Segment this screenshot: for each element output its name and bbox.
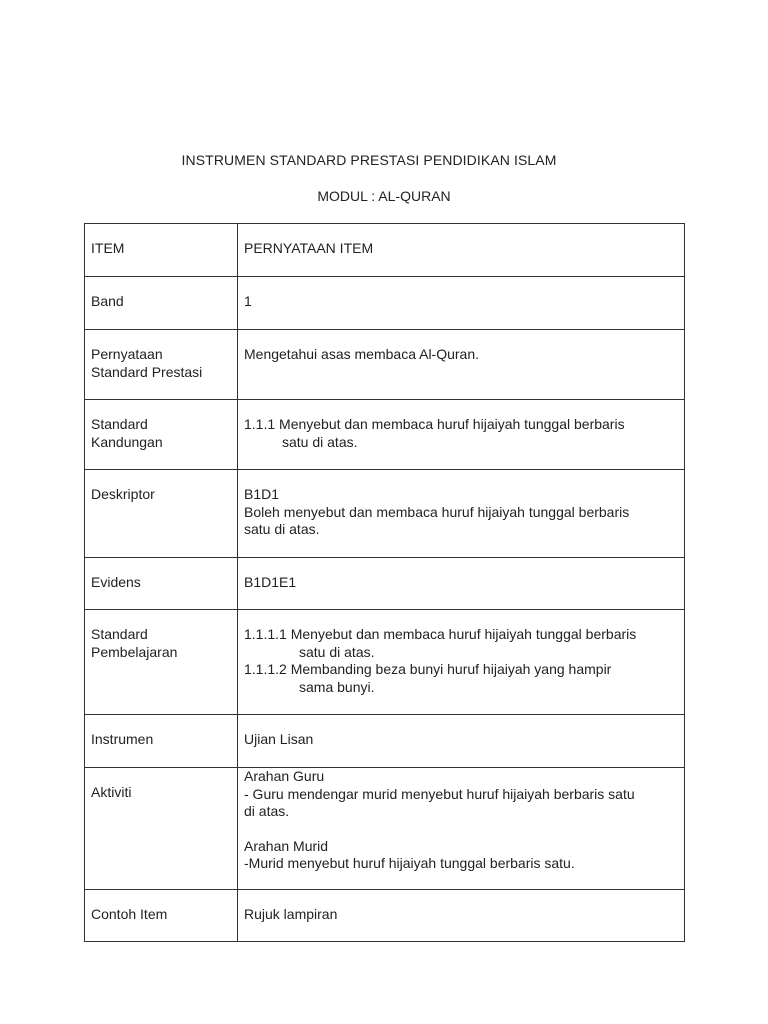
value-standard-kandungan: [238, 400, 685, 470]
text-line: B1D1: [244, 486, 280, 502]
value-item: PERNYATAAN ITEM: [238, 224, 685, 277]
label-item: ITEM: [85, 224, 238, 277]
label-contoh-item: Contoh Item: [85, 890, 238, 942]
table-row-item: [85, 224, 685, 277]
label-evidens: Evidens: [85, 558, 238, 610]
label-line: Standard: [91, 416, 148, 432]
text-line: Arahan Guru: [244, 768, 325, 784]
value-contoh-item: Rujuk lampiran: [238, 890, 685, 942]
table-row-evidens: [85, 558, 685, 610]
label-band: Band: [85, 277, 238, 330]
value-deskriptor: [238, 470, 685, 558]
label-line: Pembelajaran: [91, 643, 178, 660]
label-pernyataan-standard-prestasi: [85, 330, 238, 400]
text-line: satu di atas.: [282, 433, 358, 450]
label-line: Standard: [91, 626, 148, 642]
label-standard-kandungan: [85, 400, 238, 470]
table-row-band: [85, 277, 685, 330]
label-line: Kandungan: [91, 433, 163, 450]
text-line: sama bunyi.: [299, 678, 375, 695]
text-line: 1.1.1 Menyebut dan membaca huruf hijaiyah tunggal berbaris: [244, 416, 625, 432]
label-instrumen: Instrumen: [85, 715, 238, 768]
value-band: 1: [238, 277, 685, 330]
text-line: satu di atas.: [244, 521, 320, 537]
value-evidens: B1D1E1: [238, 558, 685, 610]
text-line: satu di atas.: [299, 643, 375, 660]
label-aktiviti: Aktiviti: [85, 768, 238, 890]
document-title: INSTRUMEN STANDARD PRESTASI PENDIDIKAN ISLAM: [181, 152, 557, 168]
table-row-instrumen: [85, 715, 685, 768]
table-row-contoh-item: [85, 890, 685, 942]
spacer: [244, 821, 678, 838]
table-row-standard-kandungan: [85, 400, 685, 470]
instrument-table: [84, 223, 685, 942]
label-standard-pembelajaran: [85, 610, 238, 715]
label-line: Pernyataan: [91, 346, 163, 362]
value-pernyataan-standard-prestasi: Mengetahui asas membaca Al-Quran.: [238, 330, 685, 400]
text-line: -Murid menyebut huruf hijaiyah tunggal berbaris satu.: [244, 855, 575, 871]
table-row-pernyataan: [85, 330, 685, 400]
text-line: 1.1.1.2 Membanding beza bunyi huruf hijaiyah yang hampir: [244, 661, 612, 677]
text-line: 1.1.1.1 Menyebut dan membaca huruf hijaiyah tunggal berbaris: [244, 626, 637, 642]
module-subtitle: MODUL : AL-QURAN: [317, 188, 451, 204]
table-row-aktiviti: [85, 768, 685, 890]
table-row-deskriptor: [85, 470, 685, 558]
label-line: Standard Prestasi: [91, 363, 203, 380]
text-line: - Guru mendengar murid menyebut huruf hijaiyah berbaris satu: [244, 785, 635, 802]
value-instrumen: Ujian Lisan: [238, 715, 685, 768]
text-line: Arahan Murid: [244, 837, 329, 854]
text-line: di atas.: [244, 803, 290, 819]
table-row-standard-pembelajaran: [85, 610, 685, 715]
text-line: Boleh menyebut dan membaca huruf hijaiyah tunggal berbaris: [244, 503, 630, 520]
value-aktiviti: [238, 768, 685, 890]
value-standard-pembelajaran: [238, 610, 685, 715]
label-deskriptor: Deskriptor: [85, 470, 238, 558]
